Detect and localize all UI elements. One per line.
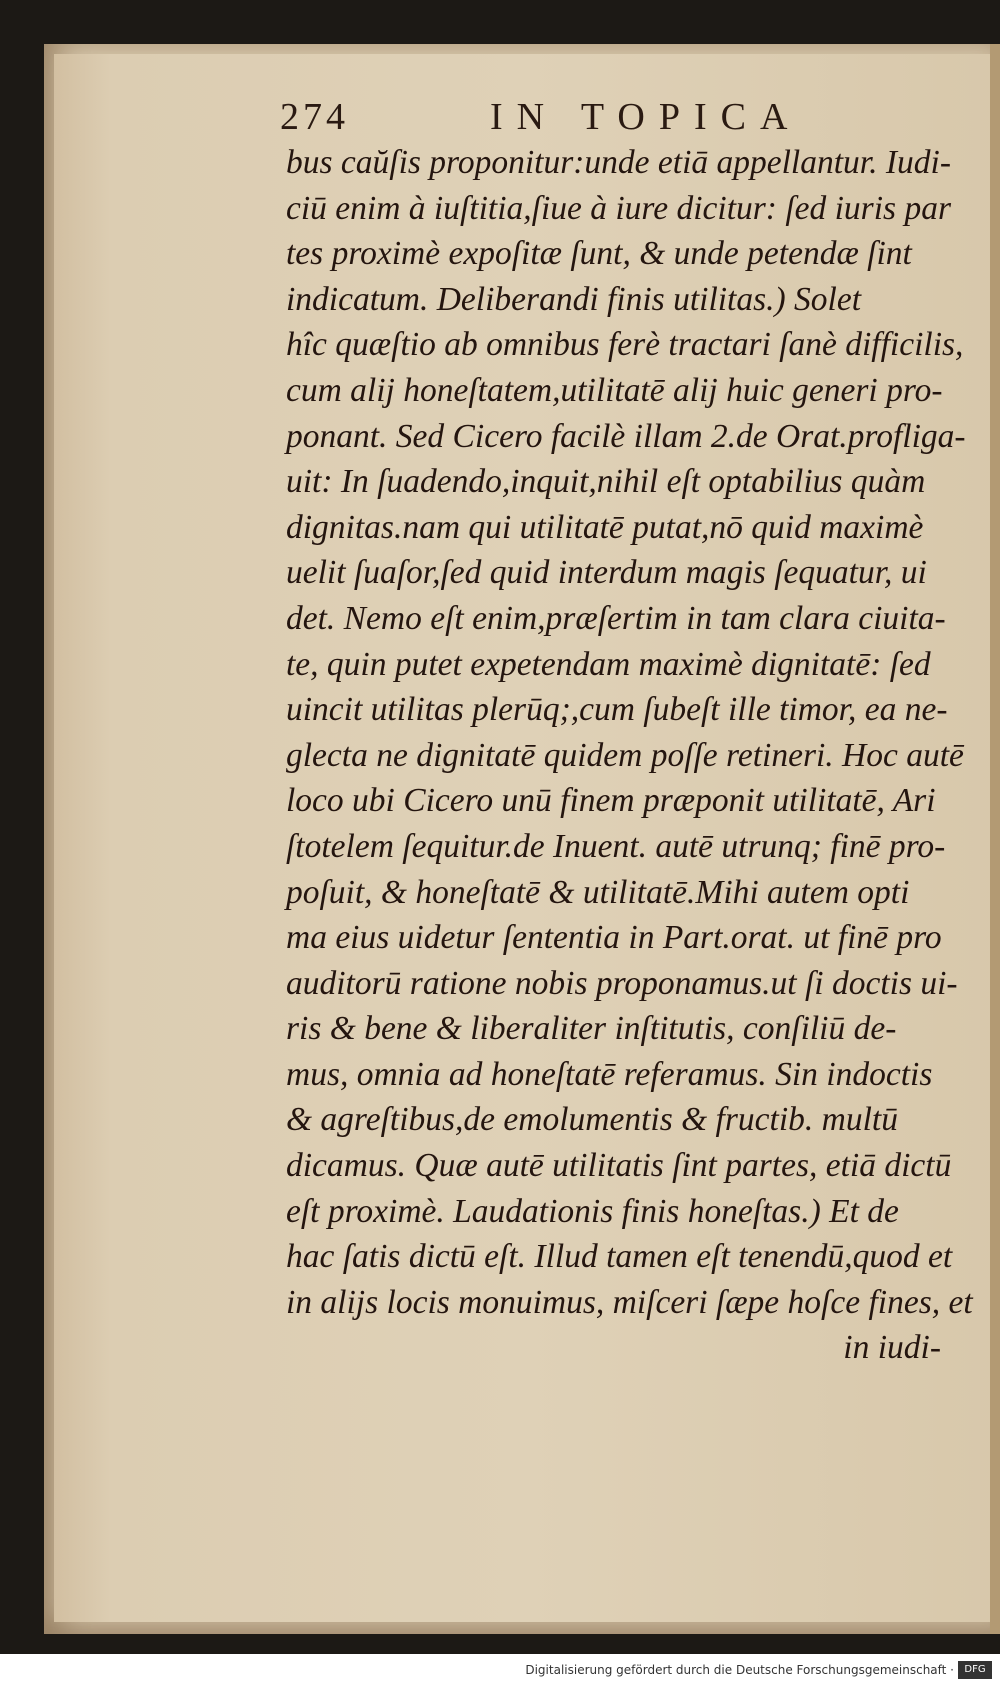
text-line: ris & bene & liberaliter inſtitutis, conſiliū de-	[286, 1010, 897, 1048]
text-line: bus caŭſis proponitur:unde etiā appellantur. Iudi-	[286, 144, 951, 181]
text-line: dignitas.nam qui utilitatē putat,nō quid maximè	[286, 508, 924, 546]
digitization-credit: Digitalisierung gefördert durch die Deutsche Forschungsgemeinschaft ·	[525, 1663, 954, 1677]
text-line: uit: In ſuadendo,inquit,nihil eſt optabilius quàm	[286, 463, 926, 501]
text-line: ſtotelem ſequitur.de Inuent. autē utrunq; finē pro-	[286, 827, 946, 865]
text-line: auditorū ratione nobis proponamus.ut ſi doctis ui-	[286, 964, 958, 1002]
running-title: IN TOPICA	[490, 96, 802, 138]
text-line: dicamus. Quæ autē utilitatis ſint partes, etiā dictū	[286, 1147, 952, 1185]
text-line: cum alij honeſtatem,utilitatē alij huic generi pro-	[286, 371, 943, 409]
text-line: uincit utilitas plerūq;,cum ſubeſt ille timor, ea ne-	[286, 691, 948, 729]
page-edge	[990, 44, 1000, 1634]
catchword-line: in iudi-	[843, 1329, 941, 1367]
text-line: loco ubi Cicero unū finem præponit utilitatē, Ari	[286, 782, 936, 820]
text-line: ma eius uidetur ſententia in Part.orat. ut finē pro	[286, 919, 942, 957]
text-line: mus, omnia ad honeſtatē referamus. Sin indoctis	[286, 1055, 933, 1093]
text-line: eſt proximè. Laudationis finis honeſtas.) Et de	[286, 1192, 899, 1230]
text-line: in alijs locis monuimus, miſceri ſæpe hoſce fines, et	[286, 1283, 973, 1321]
text-line: uelit ſuaſor,ſed quid interdum magis ſequatur, ui	[286, 554, 927, 592]
text-line: indicatum. Deliberandi finis utilitas.) Solet	[286, 280, 862, 318]
text-line: tes proximè expoſitæ ſunt, & unde petendæ ſint	[286, 235, 912, 273]
text-line: te, quin putet expetendam maximè dignitatē: ſed	[286, 645, 931, 683]
dfg-logo-icon: DFG	[958, 1661, 992, 1679]
page-number: 274	[280, 96, 349, 138]
body-text	[286, 140, 973, 1371]
text-line: & agreſtibus,de emolumentis & fructib. multū	[286, 1101, 898, 1139]
text-line: det. Nemo eſt enim,præſertim in tam clara ciuita-	[286, 599, 946, 637]
footer-bar	[0, 1654, 1000, 1686]
text-line: poſuit, & honeſtatē & utilitatē.Mihi autem opti	[286, 873, 910, 911]
text-line: hac ſatis dictū eſt. Illud tamen eſt tenendū,quod et	[286, 1238, 953, 1276]
text-line: glecta ne dignitatē quidem poſſe retineri. Hoc autē	[286, 736, 964, 774]
running-head	[280, 95, 940, 139]
text-line: ponant. Sed Cicero facilè illam 2.de Orat.profliga-	[286, 417, 966, 455]
text-line: ciū enim à iuſtitia,ſiue à iure dicitur: ſed iuris par	[286, 189, 951, 227]
text-line: hîc quæſtio ab omnibus ferè tractari ſanè difficilis,	[286, 326, 964, 364]
